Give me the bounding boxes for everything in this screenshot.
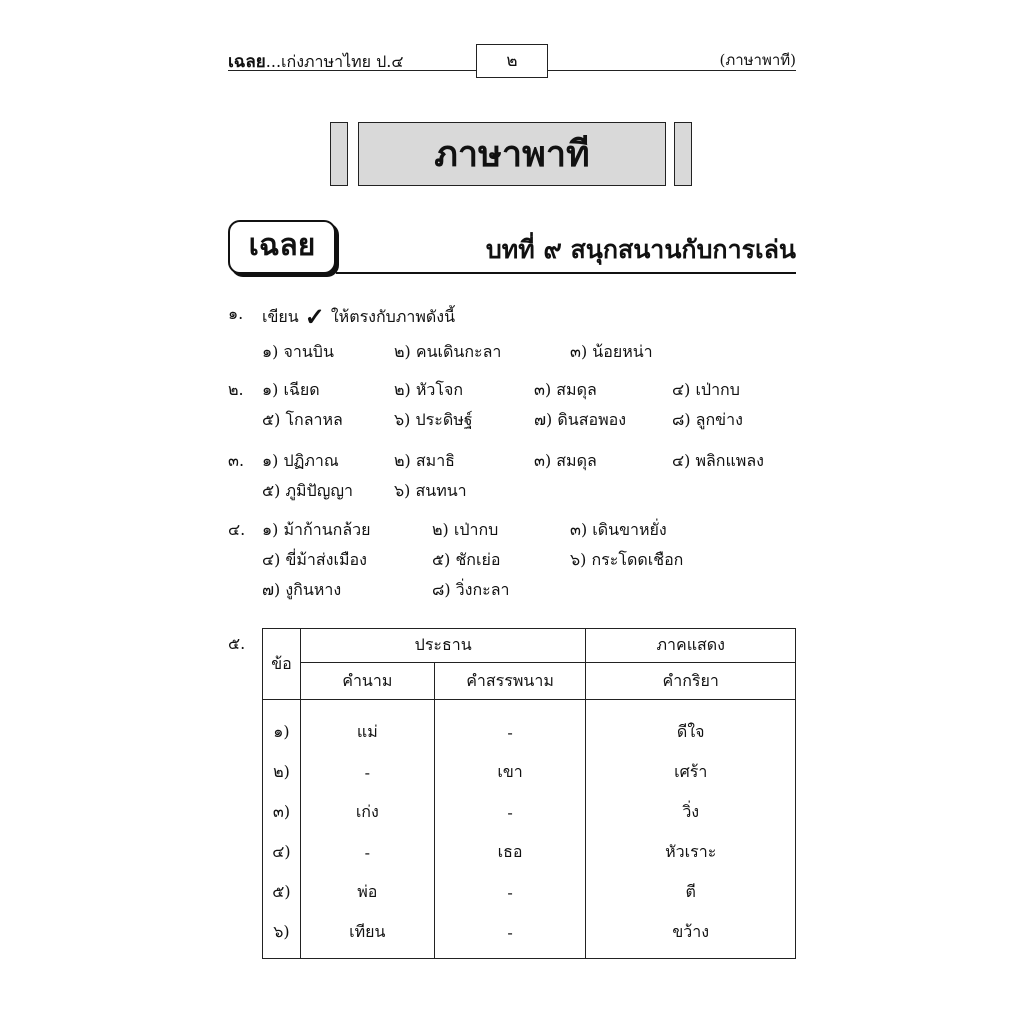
answer-item: ๔) พลิกแพลง — [672, 451, 764, 470]
row-number: ๑) — [263, 700, 301, 753]
subject-label: (ภาษาพาที) — [719, 51, 796, 69]
answer-item: ๘) ลูกข่าง — [672, 410, 743, 429]
answer-item: ๒) เป่ากบ — [432, 520, 499, 539]
question-2-row-2 — [228, 408, 796, 432]
row-number: ๕) — [263, 872, 301, 912]
answer-page — [228, 40, 796, 960]
column-header-pronoun: คำสรรพนาม — [434, 663, 586, 700]
answer-item: ๖) สนทนา — [394, 481, 467, 500]
checkmark-icon: ✓ — [304, 302, 325, 331]
answer-item: ๓) เดินขาหยั่ง — [570, 520, 667, 539]
question-2 — [228, 378, 796, 402]
answer-badge: เฉลย — [228, 220, 336, 274]
question-1-answers — [228, 340, 796, 364]
noun-cell: เทียน — [300, 912, 434, 959]
table-row — [263, 872, 796, 912]
question-1 — [228, 302, 796, 331]
question-3 — [228, 449, 796, 473]
question-3-row-2 — [228, 479, 796, 503]
column-header-item: ข้อ — [263, 629, 301, 700]
table-header-row — [263, 629, 796, 663]
question-number: ๑. — [228, 304, 244, 323]
answer-item: ๑) จานบิน — [262, 342, 334, 361]
pronoun-cell: เธอ — [434, 832, 586, 872]
table-row — [263, 752, 796, 792]
row-number: ๓) — [263, 792, 301, 832]
table-row — [263, 832, 796, 872]
pronoun-cell: - — [434, 700, 586, 753]
group-header-predicate: ภาคแสดง — [586, 629, 796, 663]
question-4-row-2 — [228, 548, 796, 572]
page-number: ๒ — [476, 44, 548, 78]
verb-cell: หัวเราะ — [586, 832, 796, 872]
book-title-rest: ...เก่งภาษาไทย ป.๔ — [265, 52, 404, 71]
verb-cell: ดีใจ — [586, 700, 796, 753]
column-header-verb: คำกริยา — [586, 663, 796, 700]
question-1-instruction — [262, 302, 455, 331]
table-subheader-row — [263, 663, 796, 700]
verb-cell: เศร้า — [586, 752, 796, 792]
noun-cell: เก่ง — [300, 792, 434, 832]
answer-item: ๒) คนเดินกะลา — [394, 342, 502, 361]
question-5 — [228, 632, 258, 656]
banner-title: ภาษาพาที — [358, 122, 666, 186]
answer-item: ๒) สมาธิ — [394, 451, 455, 470]
answer-item: ๖) กระโดดเชือก — [570, 550, 684, 569]
question-number: ๕. — [228, 634, 246, 653]
banner-left-bar — [330, 122, 348, 186]
answer-item: ๗) งูกินหาง — [262, 580, 342, 599]
pronoun-cell: เขา — [434, 752, 586, 792]
table-row — [263, 700, 796, 753]
row-number: ๔) — [263, 832, 301, 872]
answer-item: ๒) หัวโจก — [394, 380, 464, 399]
pronoun-cell: - — [434, 912, 586, 959]
pronoun-cell: - — [434, 792, 586, 832]
table-row — [263, 912, 796, 959]
answer-item: ๓) น้อยหน่า — [570, 342, 653, 361]
noun-cell: - — [300, 832, 434, 872]
pronoun-cell: - — [434, 872, 586, 912]
row-number: ๒) — [263, 752, 301, 792]
answer-item: ๕) ภูมิปัญญา — [262, 481, 353, 500]
question-number: ๔. — [228, 520, 246, 539]
question-number: ๒. — [228, 380, 244, 399]
noun-cell: - — [300, 752, 434, 792]
noun-cell: แม่ — [300, 700, 434, 753]
group-header-subject: ประธาน — [300, 629, 585, 663]
sentence-structure-table — [262, 628, 796, 959]
verb-cell: ตี — [586, 872, 796, 912]
answer-item: ๗) ดินสอพอง — [534, 410, 627, 429]
answer-item: ๕) โกลาหล — [262, 410, 343, 429]
answer-item: ๖) ประดิษฐ์ — [394, 410, 473, 429]
answer-item: ๑) เฉียด — [262, 380, 320, 399]
question-4 — [228, 518, 796, 542]
verb-cell: วิ่ง — [586, 792, 796, 832]
chapter-rule — [336, 272, 796, 274]
book-title-bold: เฉลย — [228, 52, 266, 72]
row-number: ๖) — [263, 912, 301, 959]
instruction-text: เขียน — [262, 307, 299, 326]
page-header — [228, 40, 796, 76]
answer-item: ๔) เป่ากบ — [672, 380, 740, 399]
answer-item: ๑) ปฏิภาณ — [262, 451, 339, 470]
question-4-row-3 — [228, 578, 796, 602]
chapter-title: บทที่ ๙ สนุกสนานกับการเล่น — [485, 235, 796, 264]
table-row — [263, 792, 796, 832]
answer-item: ๕) ชักเย่อ — [432, 550, 501, 569]
answer-item: ๑) ม้าก้านกล้วย — [262, 520, 371, 539]
answer-item: ๘) วิ่งกะลา — [432, 580, 510, 599]
instruction-text: ให้ตรงกับภาพดังนี้ — [330, 307, 456, 326]
banner-right-bar — [674, 122, 692, 186]
question-number: ๓. — [228, 451, 245, 470]
noun-cell: พ่อ — [300, 872, 434, 912]
answer-item: ๔) ขี่ม้าส่งเมือง — [262, 550, 367, 569]
column-header-noun: คำนาม — [300, 663, 434, 700]
answer-item: ๓) สมดุล — [534, 380, 597, 399]
verb-cell: ขว้าง — [586, 912, 796, 959]
answer-item: ๓) สมดุล — [534, 451, 597, 470]
